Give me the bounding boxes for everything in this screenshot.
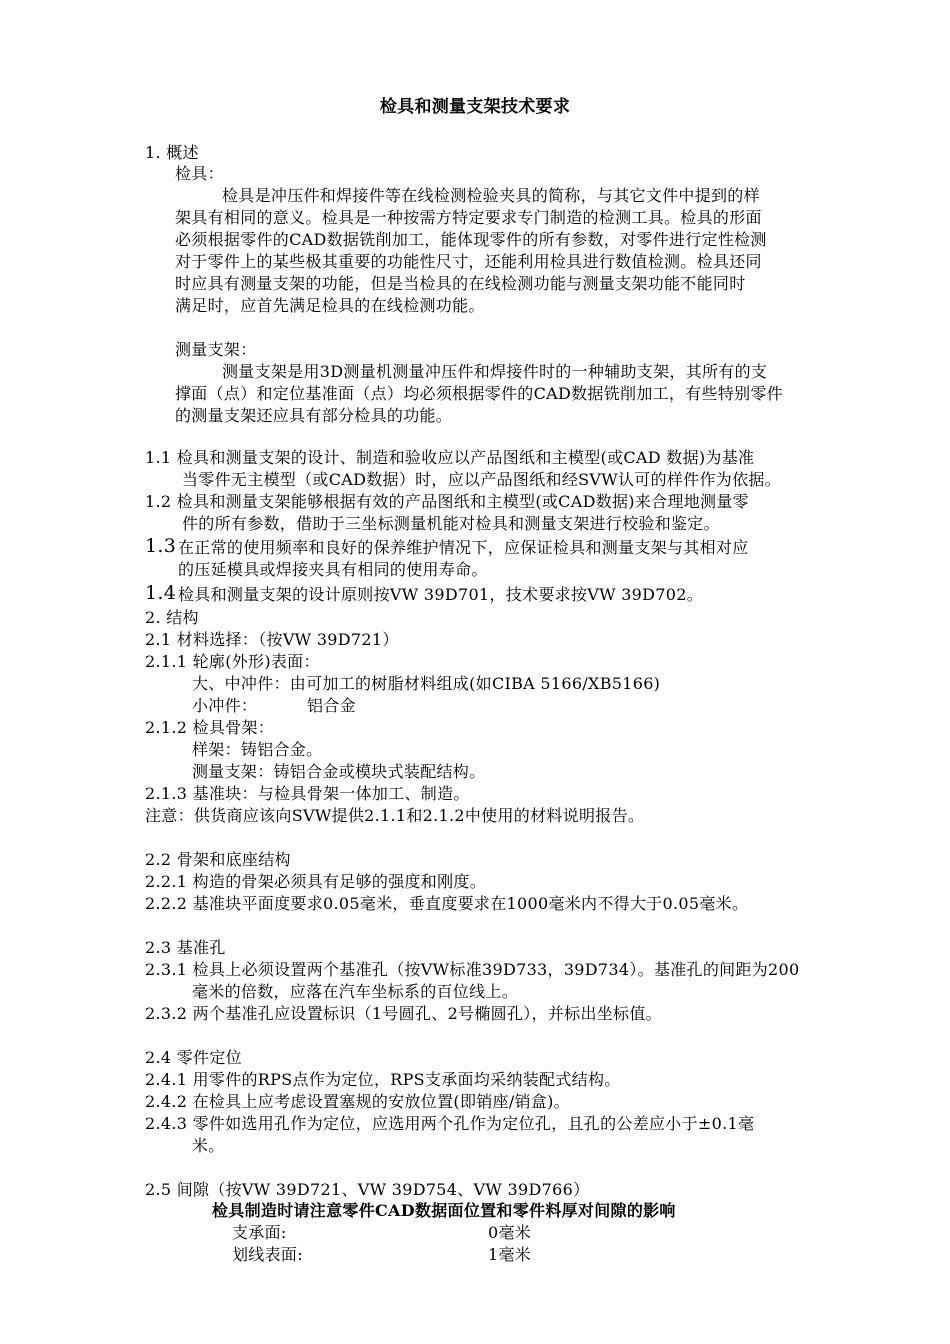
jianju-paragraph-line: 检具是冲压件和焊接件等在线检测检验夹具的简称，与其它文件中提到的样 — [222, 186, 760, 205]
section-2-4-3-line: 米。 — [192, 1136, 225, 1155]
jianju-paragraph-line: 满足时，应首先满足检具的在线检测功能。 — [175, 296, 485, 315]
section-2-1-1-item: 大、中冲件：由可加工的树脂材料组成(如CIBA 5166/XB5166) — [192, 674, 661, 693]
section-2-4-1: 2.4.1 用零件的RPS点作为定位，RPS支承面均采纳装配式结构。 — [145, 1070, 621, 1089]
section-2-3-2: 2.3.2 两个基准孔应设置标识（1号圆孔、2号椭圆孔），并标出坐标值。 — [145, 1004, 662, 1023]
section-2-5: 2.5 间隙（按VW 39D721、VW 39D754、VW 39D766） — [145, 1180, 590, 1199]
section-2-1-1-item-value: 铝合金 — [307, 696, 356, 715]
section-1-3-line: 在正常的使用频率和良好的保养维护情况下，应保证检具和测量支架与其相对应 — [178, 538, 749, 557]
section-2-1-3: 2.1.3 基准块：与检具骨架一体加工、制造。 — [145, 784, 470, 803]
section-1-4-line: 检具和测量支架的设计原则按VW 39D701，技术要求按VW 39D702。 — [178, 585, 704, 604]
section-1-1-line: 当零件无主模型（或CAD数据）时，应以产品图纸和经SVW认可的样件作为依据。 — [182, 470, 781, 489]
section-1-2-line: 1.2 检具和测量支架能够根据有效的产品图纸和主模型(或CAD数据)来合理地测量零 — [145, 492, 749, 511]
jianju-paragraph-line: 架具有相同的意义。检具是一种按需方特定要求专门制造的检测工具。检具的形面 — [175, 208, 762, 227]
jianju-paragraph-line: 对于零件上的某些极其重要的功能性尺寸，还能利用检具进行数值检测。检具还同 — [175, 252, 762, 271]
jianju-label: 检具： — [175, 164, 224, 183]
section-2-4-2: 2.4.2 在检具上应考虑设置塞规的安放位置(即销座/销盒)。 — [145, 1092, 570, 1111]
section-1-4-number: 1.4 — [145, 582, 177, 604]
section-2-3-1-line: 2.3.1 检具上必须设置两个基准孔（按VW标准39D733，39D734）。基准孔的间距为200 — [145, 960, 800, 979]
section-2-3-1-line: 毫米的倍数，应落在汽车坐标系的百位线上。 — [192, 982, 519, 1001]
gap-row-value: 0毫米 — [488, 1223, 532, 1242]
gap-row-label: 支承面: — [232, 1223, 287, 1242]
section-2-1: 2.1 材料选择：（按VW 39D721） — [145, 630, 399, 649]
section-1-3-line: 的压延模具或焊接夹具有相同的使用寿命。 — [178, 560, 488, 579]
zhijia-paragraph-line: 的测量支架还应具有部分检具的功能。 — [175, 406, 453, 425]
zhijia-label: 测量支架： — [175, 340, 257, 359]
section-1-3-number: 1.3 — [145, 535, 177, 557]
gap-row-value: 1毫米 — [488, 1245, 532, 1264]
section-2-heading: 2. 结构 — [145, 608, 199, 627]
section-2-4-3-line: 2.4.3 零件如选用孔作为定位，应选用两个孔作为定位孔，且孔的公差应小于±0.1毫 — [145, 1114, 755, 1133]
zhijia-paragraph-line: 测量支架是用3D测量机测量冲压件和焊接件时的一种辅助支架，其所有的支 — [222, 362, 768, 381]
section-2-2-1: 2.2.1 构造的骨架必须具有足够的强度和刚度。 — [145, 872, 486, 891]
section-2-5-note: 检具制造时请注意零件CAD数据面位置和零件料厚对间隙的影响 — [212, 1201, 676, 1220]
section-2-2: 2.2 骨架和底座结构 — [145, 850, 291, 869]
gap-row-label: 划线表面: — [232, 1245, 303, 1264]
section-2-3: 2.3 基准孔 — [145, 938, 226, 957]
note: 注意：供货商应该向SVW提供2.1.1和2.1.2中使用的材料说明报告。 — [145, 806, 645, 825]
section-1-2-line: 件的所有参数，借助于三坐标测量机能对检具和测量支架进行校验和鉴定。 — [182, 514, 720, 533]
section-2-4: 2.4 零件定位 — [145, 1048, 242, 1067]
document-title: 检具和测量支架技术要求 — [379, 97, 571, 117]
section-2-1-1-item-label: 小冲件： — [192, 696, 258, 715]
section-2-2-2: 2.2.2 基准块平面度要求0.05毫米，垂直度要求在1000毫米内不得大于0.05毫米。 — [145, 894, 749, 913]
section-1-1-line: 1.1 检具和测量支架的设计、制造和验收应以产品图纸和主模型(或CAD 数据)为基准 — [145, 448, 755, 467]
section-2-1-1: 2.1.1 轮廓(外形)表面： — [145, 652, 320, 671]
jianju-paragraph-line: 时应具有测量支架的功能，但是当检具的在线检测功能与测量支架功能不能同时 — [175, 274, 746, 293]
section-1-heading: 1. 概述 — [145, 143, 199, 162]
section-2-1-2-item: 样架：铸铝合金。 — [192, 740, 323, 759]
jianju-paragraph-line: 必须根据零件的CAD数据铣削加工，能体现零件的所有参数，对零件进行定性检测 — [175, 230, 767, 249]
zhijia-paragraph-line: 撑面（点）和定位基准面（点）均必须根据零件的CAD数据铣削加工，有些特别零件 — [175, 384, 784, 403]
section-2-1-2-item: 测量支架：铸铝合金或模块式装配结构。 — [192, 762, 486, 781]
section-2-1-2: 2.1.2 检具骨架： — [145, 718, 275, 737]
